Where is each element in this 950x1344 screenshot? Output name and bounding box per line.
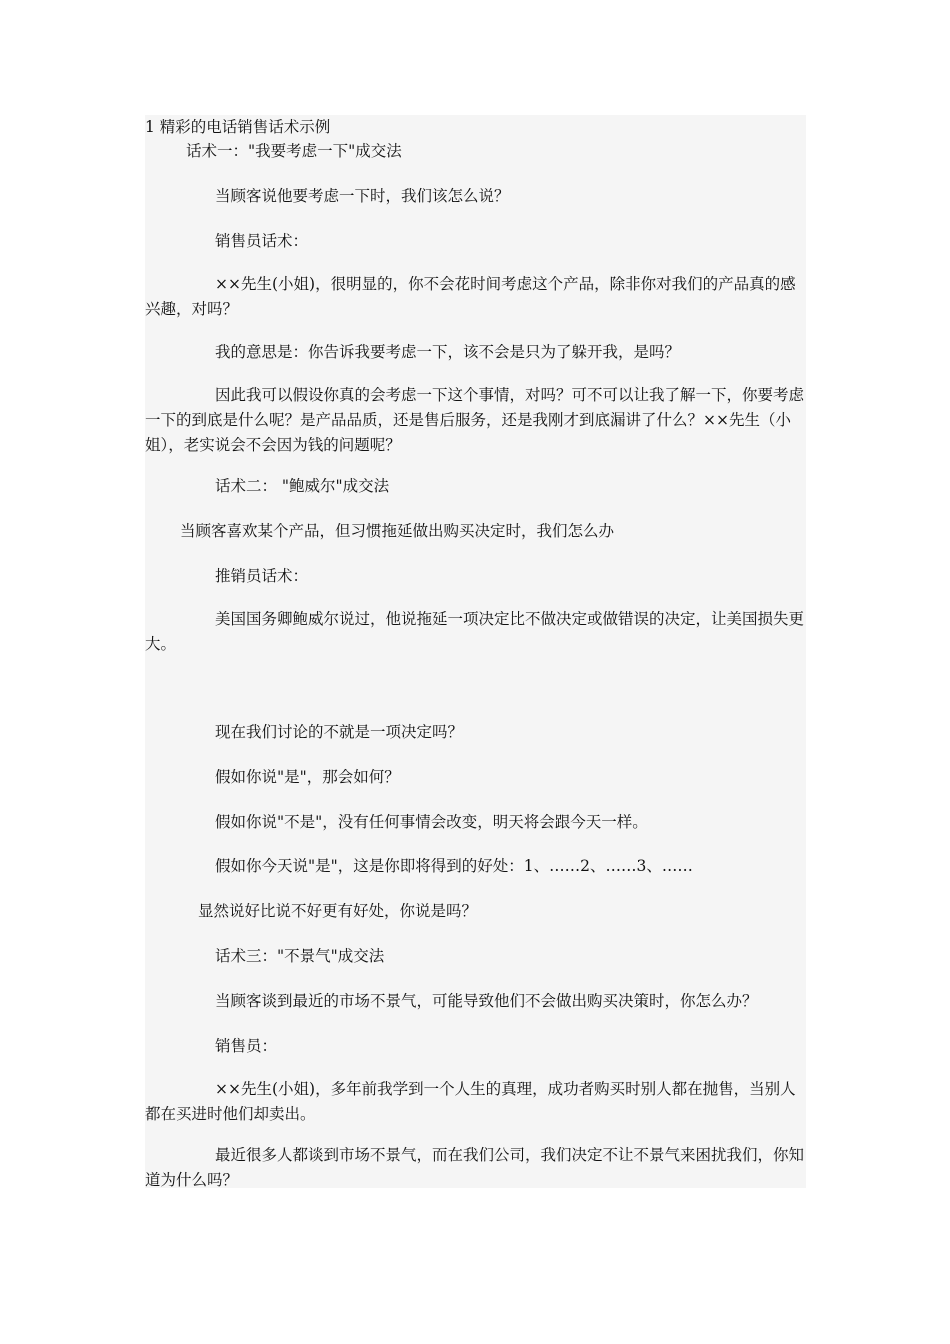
script3-heading: 话术三："不景气"成交法	[215, 947, 385, 965]
script2-paragraph: 假如你说"是"，那会如何？	[215, 768, 400, 786]
script2-paragraph: 假如你今天说"是"，这是你即将得到的好处：1、……2、……3、……	[215, 857, 693, 875]
script1-heading: 话术一："我要考虑一下"成交法	[186, 142, 402, 160]
script2-paragraph: 现在我们讨论的不就是一项决定吗？	[215, 723, 464, 741]
script2-speaker: 推销员话术：	[215, 567, 309, 585]
script2-paragraph: 假如你说"不是"，没有任何事情会改变，明天将会跟今天一样。	[215, 813, 648, 831]
script3-paragraph: 最近很多人都谈到市场不景气，而在我们公司，我们决定不让不景气来困扰我们，你知道为什么吗？	[145, 1146, 805, 1189]
script2-paragraph: 显然说好比说不好更有好处，你说是吗？	[198, 902, 478, 920]
script1-question: 当顾客说他要考虑一下时，我们该怎么说？	[215, 187, 510, 205]
script1-paragraph: 我的意思是：你告诉我要考虑一下，该不会是只为了躲开我，是吗？	[215, 343, 681, 361]
script2-paragraph: 美国国务卿鲍威尔说过，他说拖延一项决定比不做决定或做错误的决定，让美国损失更大。	[145, 610, 805, 653]
script2-question: 当顾客喜欢某个产品，但习惯拖延做出购买决定时，我们怎么办	[180, 522, 615, 540]
script3-speaker: 销售员：	[215, 1037, 278, 1055]
script1-paragraph: 因此我可以假设你真的会考虑一下这个事情，对吗？可不可以让我了解一下，你要考虑一下的到底是什么呢？是产品品质，还是售后服务，还是我刚才到底漏讲了什么？××先生（小姐），老实说会不会因为钱的问题呢？	[145, 386, 805, 454]
document-title: 1 精彩的电话销售话术示例	[145, 118, 331, 136]
script3-paragraph: ××先生(小姐)，多年前我学到一个人生的真理，成功者购买时别人都在抛售，当别人都在买进时他们却卖出。	[145, 1080, 796, 1123]
script2-heading: 话术二： "鲍威尔"成交法	[215, 477, 390, 495]
script1-speaker: 销售员话术：	[215, 232, 309, 250]
script1-paragraph: ××先生(小姐)，很明显的，你不会花时间考虑这个产品，除非你对我们的产品真的感兴趣，对吗？	[145, 275, 796, 318]
script3-question: 当顾客谈到最近的市场不景气，可能导致他们不会做出购买决策时，你怎么办？	[215, 992, 758, 1010]
